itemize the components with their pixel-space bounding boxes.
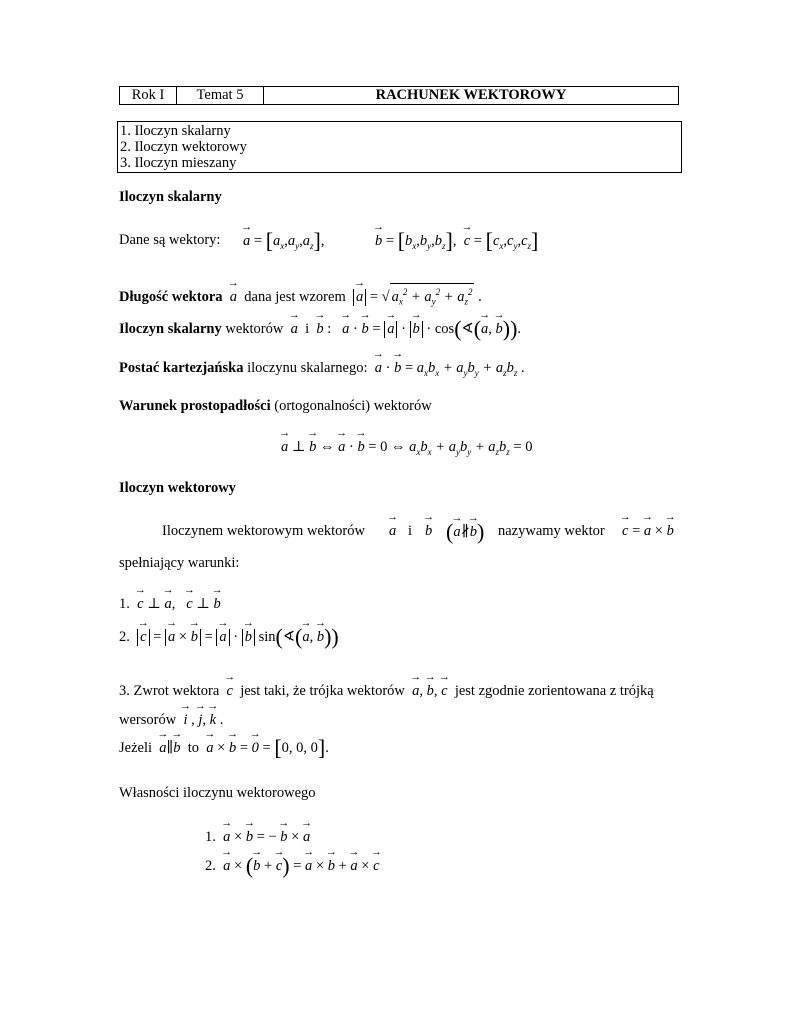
cross-definition: → c = → a × → b <box>622 523 674 540</box>
table-of-contents <box>117 121 682 173</box>
if-word: Jeżeli <box>119 740 153 756</box>
parallel-case: Jeżeli → a∥→ b to → a × → b = → 0 = [0, 0, 0]. <box>119 739 329 757</box>
condition-3-line1: 3. Zwrot wektora → c jest taki, że trójka wektorów → a, → b, → c jest zgodnie zorientowana z trójką <box>119 683 654 700</box>
perp-text: (ortogonalności) wektorów <box>274 398 432 414</box>
condition-1: 1. → c ⊥ → a, → c ⊥ → b <box>119 596 221 613</box>
cross-intro-i: i <box>408 523 413 539</box>
perpendicular-condition <box>119 398 432 415</box>
properties-heading: Własności iloczynu wektorowego <box>119 785 316 801</box>
conditions-label: spełniający warunki: <box>119 555 240 571</box>
property-2: 2. → a × (→ b + → c) = → a × → b + → a × → c <box>205 857 380 875</box>
toc-item: 3. Iloczyn mieszany <box>120 155 237 171</box>
property-1: 1. → a × → b = − → b × → a <box>205 829 310 846</box>
length-text: dana jest wzorem <box>244 288 346 305</box>
cross-vec-b: → b <box>425 523 432 540</box>
section-heading-dot-product: Iloczyn skalarny <box>119 189 222 205</box>
dot-product-line: Iloczyn skalarny wektorów → a i → b : → a · → b = → a · → b · cos(∢(→ a, → b)). <box>119 320 521 338</box>
header-topic: Temat 5 <box>177 87 264 104</box>
property-2-number: 2. <box>205 858 216 874</box>
perp-label: Warunek prostopadłości <box>119 398 271 414</box>
perpendicular-formula: → a ⊥ → b ⇔ → a · → b = 0 ⇔ $a_xb_x + a_yb_y + a_zb_z = 0$ <box>281 439 532 461</box>
cross-not-parallel: (→ a∦→ b) <box>446 523 484 541</box>
cross-intro-a: Iloczynem wektorowym wektorów <box>162 523 365 539</box>
header-table <box>119 86 679 105</box>
condition-2: 2. → c = → a × → b = → a · → b sin(∢(→ a, → b)) <box>119 628 339 646</box>
section-heading-cross-product: Iloczyn wektorowy <box>119 480 236 496</box>
header-title: RACHUNEK WEKTOROWY <box>375 87 567 103</box>
condition-3-text-b: jest taki, że trójka wektorów <box>240 683 405 699</box>
cartesian-form-line: Postać kartezjańska iloczynu skalarnego: → a · → $b = a_xb_x + a_yb_y + a_zb_z$ . <box>119 360 525 382</box>
given-vectors-label: Dane są wektory: <box>119 232 221 248</box>
dot-and: i <box>305 321 310 337</box>
condition-3-text-d: wersorów <box>119 712 177 728</box>
cart-label: Postać kartezjańska <box>119 360 244 376</box>
vector-a-definition: → $a = [a_x,a_y,a_z]$, <box>243 232 324 255</box>
cross-vec-a: → a <box>389 523 396 540</box>
condition-1-number: 1. <box>119 596 130 612</box>
toc-item: 1. Iloczyn skalarny <box>120 123 231 139</box>
dot-label: Iloczyn skalarny <box>119 321 222 337</box>
condition-3-line2: wersorów → i , → j, → k . <box>119 712 223 729</box>
property-1-number: 1. <box>205 829 216 845</box>
toc-item: 2. Iloczyn wektorowy <box>120 139 247 155</box>
length-label: Długość wektora <box>119 288 223 305</box>
condition-3-text-c: jest zgodnie zorientowana z trójką <box>454 683 654 699</box>
to-word: to <box>187 740 199 756</box>
vector-b-c-definition: → $b = [b_x,b_y,b_z]$, → $c = [c_x,c_y,c_z]$ <box>375 232 538 255</box>
condition-3-text-a: 3. Zwrot wektora <box>119 683 220 699</box>
header-year: Rok I <box>120 87 177 104</box>
cart-text: iloczynu skalarnego: <box>247 360 368 376</box>
cross-intro-b: nazywamy wektor <box>498 523 605 539</box>
dot-text: wektorów <box>225 321 284 337</box>
condition-2-number: 2. <box>119 629 130 645</box>
vector-length-line: Długość wektora → a dana jest wzorem → a = √ $a_x^2 + a_y^2 + a_z^2$ . <box>119 283 482 311</box>
